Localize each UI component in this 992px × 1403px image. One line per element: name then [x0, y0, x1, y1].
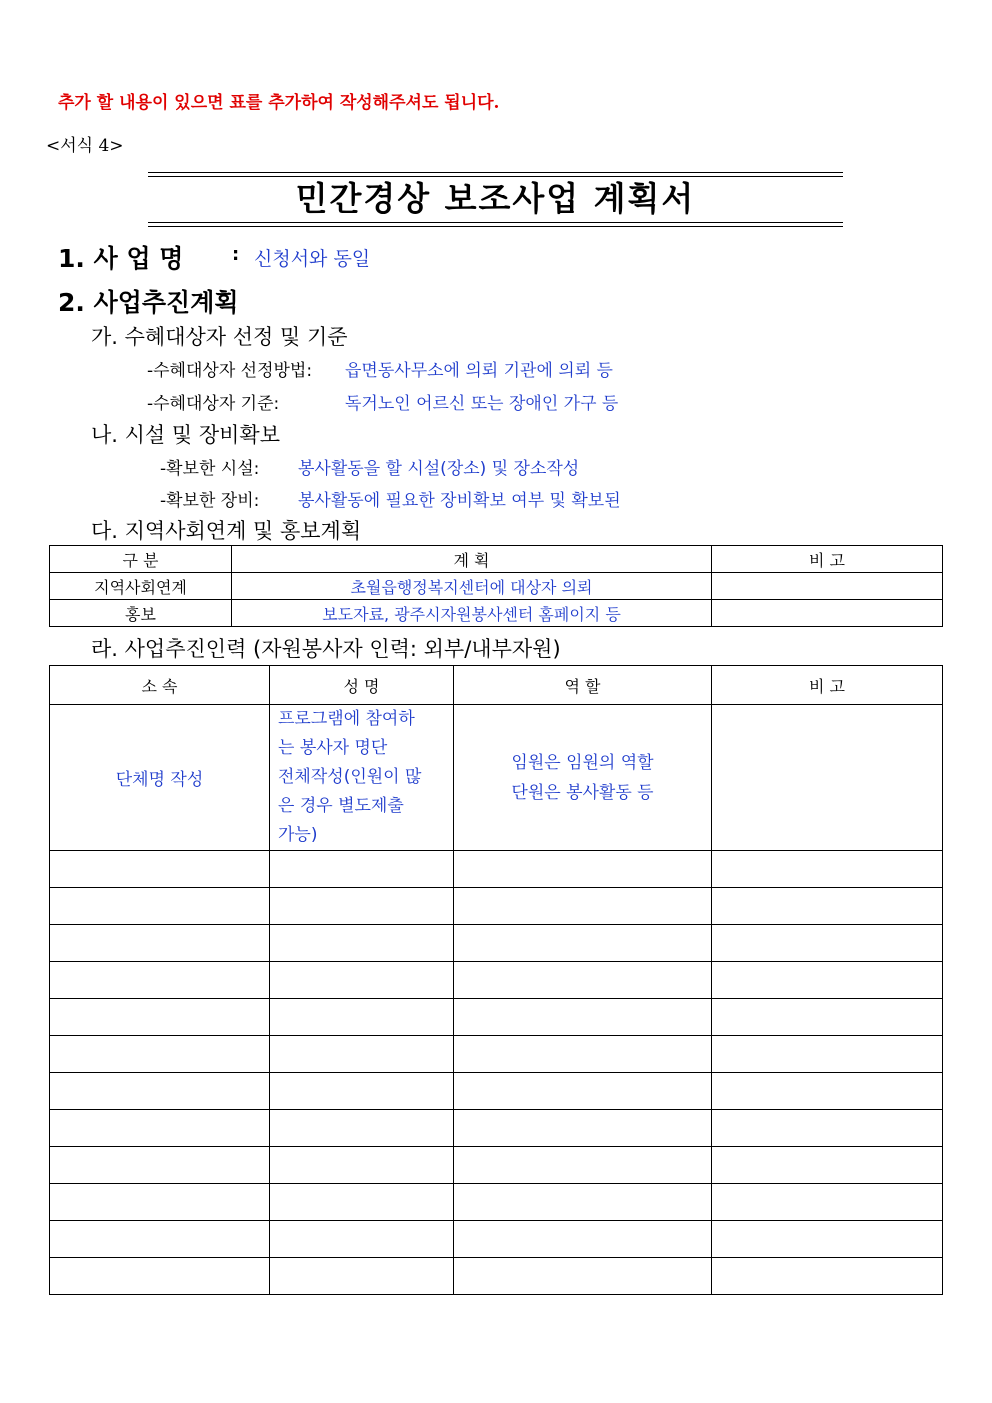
cell-name — [270, 999, 454, 1036]
cell-note — [712, 1147, 943, 1184]
cell-affiliation — [50, 1147, 270, 1184]
cell-note — [712, 1110, 943, 1147]
ga-item-value: 독거노인 어르신 또는 장애인 가구 등 — [345, 394, 619, 414]
ga-item-label: -수혜대상자 기준: — [147, 394, 280, 414]
role-line: 단원은 봉사활동 등 — [511, 782, 654, 803]
header-category: 구 분 — [50, 546, 232, 573]
cell-note — [712, 1184, 943, 1221]
table-row — [50, 925, 943, 962]
cell-role — [454, 1073, 712, 1110]
table-row — [50, 705, 943, 851]
cell-affiliation — [50, 1221, 270, 1258]
na-item-value: 봉사활동에 필요한 장비확보 여부 및 확보된 — [298, 491, 621, 511]
cell-name — [270, 1221, 454, 1258]
header-name: 성 명 — [270, 666, 454, 705]
table-row — [50, 962, 943, 999]
header-note: 비 고 — [712, 666, 943, 705]
title-top-rule — [148, 172, 843, 173]
cell-role — [454, 1110, 712, 1147]
cell-note — [712, 888, 943, 925]
cell-role — [454, 1221, 712, 1258]
cell-note — [712, 600, 943, 627]
header-note: 비 고 — [712, 546, 943, 573]
section1-value: 신청서와 동일 — [254, 248, 371, 270]
name-line: 는 봉사자 명단 — [278, 738, 388, 758]
cell-affiliation — [50, 1258, 270, 1295]
table-row — [50, 888, 943, 925]
cell-name — [270, 1184, 454, 1221]
section1-label: 1. 사 업 명 — [58, 244, 184, 273]
cell-name — [270, 851, 454, 888]
ra-heading: 라. 사업추진인력 (자원봉사자 인력: 외부/내부자원) — [91, 637, 561, 661]
table-row — [50, 1221, 943, 1258]
cell-role — [454, 925, 712, 962]
table-row — [50, 1258, 943, 1295]
name-line: 전체작성(인원이 많 — [278, 767, 422, 787]
name-line: 가능) — [278, 825, 318, 845]
na-item-value: 봉사활동을 할 시설(장소) 및 장소작성 — [298, 459, 580, 479]
cell-name — [270, 888, 454, 925]
cell-note — [712, 962, 943, 999]
table-row — [50, 1184, 943, 1221]
cell-plan: 초월읍행정복지센터에 대상자 의뢰 — [232, 573, 712, 600]
ga-item-label: -수혜대상자 선정방법: — [147, 361, 313, 381]
cell-note — [712, 1036, 943, 1073]
cell-name — [270, 962, 454, 999]
ga-item-value: 읍면동사무소에 의뢰 기관에 의뢰 등 — [345, 361, 613, 381]
cell-affiliation — [50, 1110, 270, 1147]
cell-role — [454, 1036, 712, 1073]
table-header-row — [50, 666, 943, 705]
cell-note — [712, 705, 943, 851]
name-line: 프로그램에 참여하 — [278, 709, 415, 729]
table-row — [50, 1073, 943, 1110]
table-row — [50, 999, 943, 1036]
section1-colon: : — [232, 244, 240, 265]
cell-affiliation: 단체명 작성 — [50, 705, 270, 851]
name-line: 은 경우 별도제출 — [278, 796, 404, 816]
cell-affiliation — [50, 1036, 270, 1073]
cell-role — [454, 705, 712, 851]
cell-role — [454, 962, 712, 999]
page-title: 민간경상 보조사업 계획서 — [295, 179, 696, 218]
na-item-label: -확보한 장비: — [160, 491, 260, 511]
header-affiliation: 소 속 — [50, 666, 270, 705]
cell-category: 지역사회연계 — [50, 573, 232, 600]
form-number: <서식 4> — [46, 136, 124, 156]
cell-affiliation — [50, 999, 270, 1036]
cell-affiliation — [50, 888, 270, 925]
cell-name — [270, 1036, 454, 1073]
cell-note — [712, 1221, 943, 1258]
table-row — [50, 1036, 943, 1073]
cell-role — [454, 1147, 712, 1184]
cell-plan: 보도자료, 광주시자원봉사센터 홈페이지 등 — [232, 600, 712, 627]
title-bottom-rule-2 — [148, 226, 843, 227]
header-role: 역 할 — [454, 666, 712, 705]
cell-note — [712, 999, 943, 1036]
cell-name — [270, 1147, 454, 1184]
cell-note — [712, 1258, 943, 1295]
notice-text: 추가 할 내용이 있으면 표를 추가하여 작성해주셔도 됩니다. — [58, 93, 500, 113]
cell-name — [270, 1258, 454, 1295]
na-heading: 나. 시설 및 장비확보 — [91, 423, 280, 447]
cell-name — [270, 1073, 454, 1110]
cell-affiliation — [50, 962, 270, 999]
da-heading: 다. 지역사회연계 및 홍보계획 — [91, 519, 362, 543]
table-row — [50, 1110, 943, 1147]
cell-affiliation — [50, 851, 270, 888]
cell-note — [712, 573, 943, 600]
table-header-row — [50, 546, 943, 573]
cell-role — [454, 888, 712, 925]
cell-affiliation — [50, 1184, 270, 1221]
table-row — [50, 573, 943, 600]
table-row — [50, 600, 943, 627]
cell-category: 홍보 — [50, 600, 232, 627]
table-row — [50, 1147, 943, 1184]
section2-label: 2. 사업추진계획 — [58, 288, 239, 317]
title-bottom-rule — [148, 222, 843, 223]
cell-note — [712, 851, 943, 888]
cell-name — [270, 705, 454, 851]
cell-name — [270, 925, 454, 962]
community-plan-table — [49, 545, 943, 627]
cell-affiliation — [50, 1073, 270, 1110]
cell-role — [454, 999, 712, 1036]
cell-role — [454, 851, 712, 888]
title-block — [148, 172, 843, 227]
cell-role — [454, 1258, 712, 1295]
cell-name — [270, 1110, 454, 1147]
na-item-label: -확보한 시설: — [160, 459, 260, 479]
cell-affiliation — [50, 925, 270, 962]
header-plan: 계 획 — [232, 546, 712, 573]
role-line: 임원은 임원의 역할 — [511, 752, 654, 773]
cell-role — [454, 1184, 712, 1221]
table-row — [50, 851, 943, 888]
cell-note — [712, 925, 943, 962]
cell-note — [712, 1073, 943, 1110]
ga-heading: 가. 수혜대상자 선정 및 기준 — [91, 325, 348, 349]
staff-table — [49, 665, 943, 1295]
